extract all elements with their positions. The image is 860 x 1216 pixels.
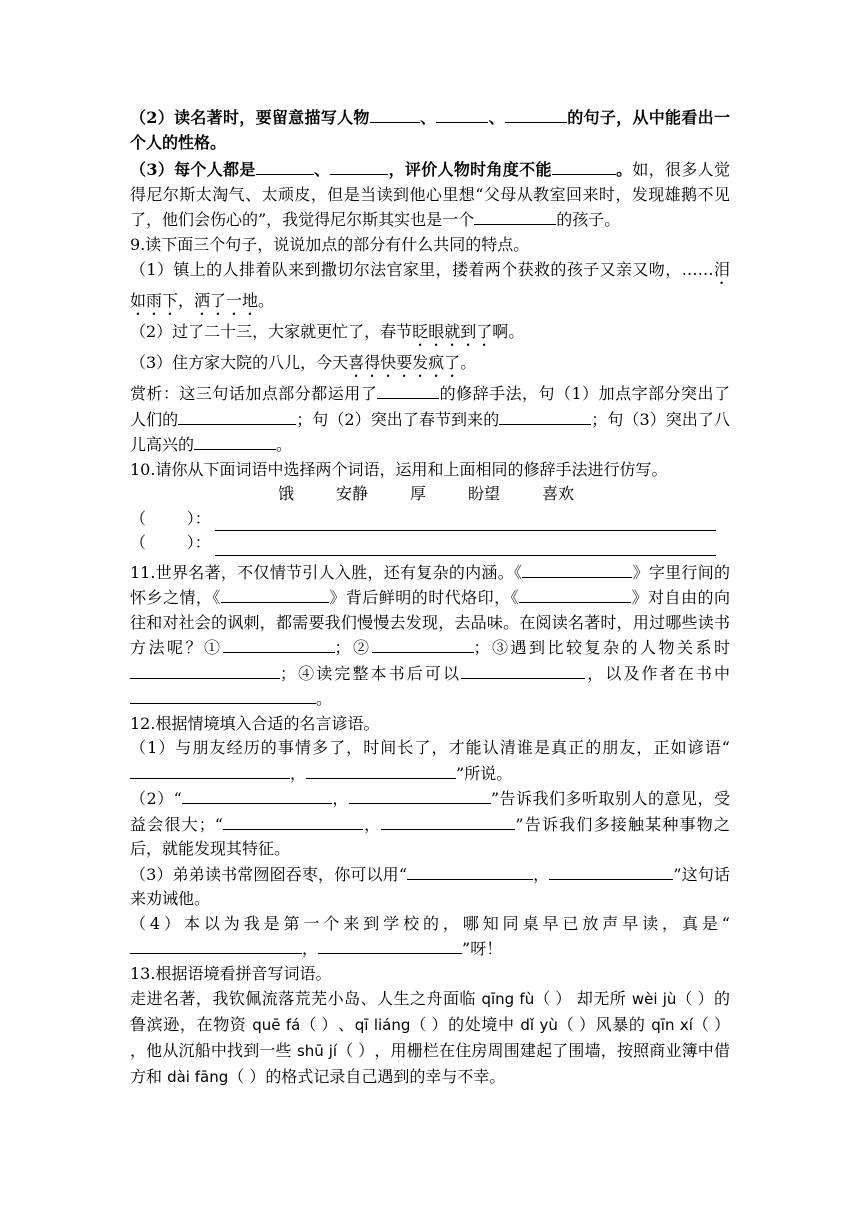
- answer-line[interactable]: [215, 512, 716, 531]
- question-text: 》对自由的向往和对社会的讽刺，都需要我们慢慢去发现，去品味。在阅读名著时，用过哪些读书方法呢？①: [130, 588, 730, 657]
- answer-text: ；句（2）突出了春节到来的: [296, 409, 500, 429]
- question-9-answer: [130, 381, 730, 458]
- blank[interactable]: [549, 862, 673, 880]
- passage-text: ，他从沉船中找到一些: [130, 1041, 297, 1060]
- blank[interactable]: [130, 936, 302, 954]
- question-text: 。: [316, 689, 333, 708]
- blank[interactable]: [178, 407, 296, 425]
- item-text: ”告诉我们多听取别人的意见，受益会很大；“: [130, 789, 730, 834]
- pinyin: qīn xí: [651, 1016, 693, 1034]
- answer-paren[interactable]: （ ）: [337, 1041, 375, 1060]
- question-12-title: 12.根据情境填入合适的名言谚语。: [130, 713, 380, 733]
- separator: ，: [362, 814, 382, 834]
- passage-text: 走进名著，我钦佩流落荒芜小岛、人生之舟面临: [130, 989, 482, 1008]
- answer-paren[interactable]: （ ）: [692, 1015, 730, 1034]
- blank[interactable]: [372, 635, 474, 653]
- question-text: ，以及作者在书中: [585, 663, 730, 683]
- question-12-item-4: [130, 912, 730, 962]
- word-choice: 饿: [278, 484, 295, 503]
- item-text: ”呀！: [462, 939, 503, 958]
- question-9-sentence-1: [130, 257, 730, 319]
- q8-3-text-a: （3）每个人都是: [130, 160, 256, 179]
- question-10-title: 10.请你从下面词语中选择两个词语，运用和上面相同的修辞手法进行仿写。: [130, 459, 668, 479]
- passage-text: ，用栅栏在住房周围建起了围墙，按照商业簿中借方和: [130, 1041, 730, 1086]
- blank[interactable]: [330, 157, 388, 175]
- passage-text: 、: [337, 1015, 355, 1034]
- item-text: （3）弟弟读书常囫囵吞枣，你可以用“: [130, 864, 408, 884]
- imitation-row-2: [130, 531, 730, 556]
- sentence-end: 。: [460, 353, 477, 372]
- word-choice: 喜欢: [542, 484, 575, 503]
- blank[interactable]: [407, 862, 533, 880]
- answer-text: ；句（3）突出了八儿高兴的: [130, 409, 730, 454]
- question-11: [130, 560, 730, 712]
- word-choice: 安静: [336, 484, 369, 503]
- blank[interactable]: [381, 812, 515, 830]
- answer-paren[interactable]: （ ）: [557, 1015, 595, 1034]
- item-text: ”告诉我们多接触某种事物之后，就能发现其特征。: [130, 814, 730, 858]
- blank[interactable]: [499, 407, 591, 425]
- pinyin: qī liáng: [354, 1016, 411, 1034]
- question-9-sentence-3: [130, 350, 730, 381]
- passage-text: 的格式记录自己遇到的幸与不幸。: [265, 1067, 506, 1086]
- separator: 。: [615, 160, 633, 179]
- blank[interactable]: [306, 761, 456, 779]
- answer-paren[interactable]: （ ）: [228, 1067, 266, 1086]
- question-text: 》字里行间的怀乡之情，《: [130, 562, 730, 607]
- blank[interactable]: [223, 635, 335, 653]
- question-9-sentence-2: [130, 319, 730, 350]
- passage-text: 风暴的: [594, 1015, 652, 1034]
- blank[interactable]: [223, 812, 363, 830]
- blank[interactable]: [474, 207, 556, 225]
- question-8-2: [130, 105, 730, 155]
- sentence-text: （3）住方家大院的八儿，今天: [130, 353, 349, 372]
- answer-text: 赏析：这三句话加点部分都运用了: [130, 384, 378, 403]
- sentence-text: （1）镇上的人排着队来到撒切尔法官家里，搂着两个获救的孩子又亲又吻，: [130, 260, 682, 279]
- blank[interactable]: [519, 585, 631, 603]
- q8-3-text-e: 的孩子。: [556, 210, 621, 229]
- pinyin: dǐ yù: [520, 1016, 558, 1034]
- question-12-item-2: [130, 786, 730, 862]
- pinyin: wèi jù: [631, 990, 677, 1008]
- separator: 、: [419, 108, 437, 127]
- q8-3-text-d: 如，很多人觉得尼尔斯太淘气、太顽皮，但是当读到他心里想“父母从教室回来时，发现雄鹅不见了，他们会伤心的”，我觉得尼尔斯其实也是一个: [130, 160, 730, 229]
- answer-text: 。: [276, 435, 293, 454]
- q8-3-text-b: ，评价人物时角度不能: [388, 160, 552, 179]
- sentence-text: （2）过了二十三，大家就更忙了，春节: [130, 322, 413, 341]
- separator: ，: [533, 864, 550, 884]
- row-label: （ ）：: [130, 508, 211, 528]
- question-13-passage: [130, 986, 730, 1090]
- word-choice: 厚: [410, 484, 427, 503]
- pinyin: shū jí: [296, 1042, 338, 1060]
- row-label: （ ）：: [130, 533, 211, 552]
- question-text: ；④读完整本书后可以: [280, 663, 462, 683]
- blank[interactable]: [522, 560, 632, 578]
- blank[interactable]: [182, 786, 332, 804]
- blank[interactable]: [552, 157, 616, 175]
- question-13-title: 13.根据语境看拼音写词语。: [130, 963, 332, 983]
- question-12-item-1: [130, 736, 730, 786]
- imitation-row-1: [130, 507, 730, 532]
- q8-2-text-a: （2）读名著时，要留意描写人物: [130, 108, 370, 127]
- answer-paren[interactable]: （ ）: [676, 989, 714, 1008]
- dotted-emphasis: ……泪如雨下，洒了一地: [130, 260, 730, 310]
- item-text: ”这句话来劝诫他。: [130, 864, 730, 908]
- answer-paren[interactable]: （ ）: [410, 1015, 448, 1034]
- pinyin: qīng fù: [481, 990, 535, 1008]
- question-12-item-3: [130, 862, 730, 912]
- blank[interactable]: [349, 786, 491, 804]
- item-text: ”所说。: [456, 763, 513, 783]
- separator: 、: [313, 160, 331, 179]
- blank[interactable]: [461, 661, 585, 679]
- answer-paren[interactable]: （ ）: [300, 1015, 338, 1034]
- item-text: （2）“: [130, 789, 182, 808]
- separator: ，: [331, 789, 349, 808]
- blank[interactable]: [221, 585, 329, 603]
- blank[interactable]: [130, 686, 316, 704]
- passage-text: 的鲁滨逊，在物资: [130, 989, 730, 1034]
- blank[interactable]: [256, 157, 314, 175]
- blank[interactable]: [505, 105, 567, 123]
- blank[interactable]: [194, 432, 276, 450]
- pinyin: dài fāng: [167, 1068, 229, 1086]
- item-text: （1）与朋友经历的事情多了，时间长了，才能认清谁是真正的朋友，正如谚语“: [130, 738, 730, 757]
- blank[interactable]: [318, 936, 462, 954]
- blank[interactable]: [130, 661, 280, 679]
- blank[interactable]: [436, 105, 488, 123]
- passage-text: 却无所: [571, 989, 632, 1008]
- blank[interactable]: [370, 105, 420, 123]
- q8-2-text-b: 的句子，从中能看出一个人的性格。: [130, 108, 730, 152]
- dotted-emphasis: 眨眼就到了: [412, 322, 493, 341]
- question-9-title: 9.读下面三个句子，说说加点的部分有什么共同的特点。: [130, 234, 530, 254]
- item-text: （4）本以为我是第一个来到学校的，哪知同桌早已放声早读，真是“: [130, 913, 730, 933]
- separator: ，: [302, 939, 319, 958]
- question-text: 11.世界名著，不仅情节引人入胜，还有复杂的内涵。《: [130, 562, 523, 582]
- answer-line[interactable]: [215, 537, 716, 556]
- answer-text: 的修辞手法，句（1）加点字部分突出了人们的: [130, 384, 730, 429]
- question-text: ；③遇到比较复杂的人物关系时: [473, 638, 730, 657]
- worksheet-page: [130, 100, 730, 1090]
- pinyin: quē fá: [252, 1016, 301, 1034]
- answer-paren[interactable]: （ ）: [534, 989, 572, 1008]
- blank[interactable]: [377, 381, 439, 399]
- question-text: 》背后鲜明的时代烙印，《: [328, 588, 520, 607]
- question-text: ；②: [334, 638, 372, 657]
- sentence-end: 。: [258, 291, 275, 310]
- word-choices: [130, 482, 730, 507]
- word-choice: 盼望: [468, 484, 501, 503]
- blank[interactable]: [130, 761, 290, 779]
- passage-text: 的处境中: [447, 1015, 521, 1034]
- separator: ，: [290, 763, 307, 783]
- question-8-3: [130, 157, 730, 233]
- dotted-emphasis: 喜得快要发疯了: [348, 353, 461, 372]
- sentence-end: 啊。: [492, 322, 525, 341]
- separator: 、: [488, 108, 505, 127]
